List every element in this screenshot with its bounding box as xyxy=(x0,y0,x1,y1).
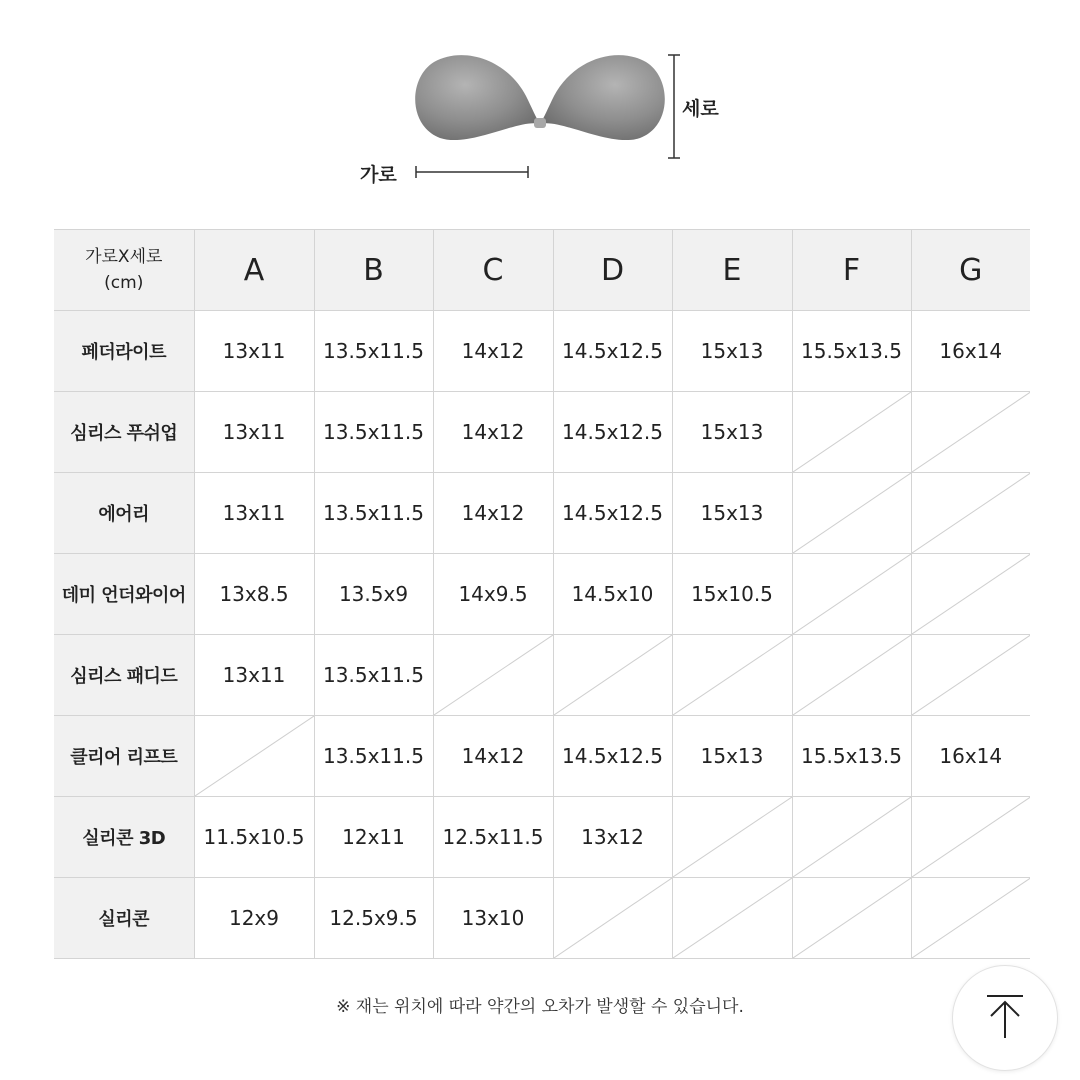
size-table xyxy=(54,229,1030,959)
column-header-b: B xyxy=(314,230,433,311)
column-header-e: E xyxy=(672,230,792,311)
empty-cell xyxy=(672,797,792,878)
size-cell: 13x12 xyxy=(553,797,672,878)
size-cell: 15.5x13.5 xyxy=(792,311,911,392)
size-cell: 15x13 xyxy=(672,392,792,473)
empty-cell xyxy=(672,878,792,959)
size-cell: 13.5x11.5 xyxy=(314,311,433,392)
size-cell: 14x9.5 xyxy=(433,554,553,635)
size-cell: 13x8.5 xyxy=(194,554,314,635)
empty-cell xyxy=(911,797,1030,878)
column-header-d: D xyxy=(553,230,672,311)
row-header: 데미 언더와이어 xyxy=(54,554,194,635)
size-cell: 13x10 xyxy=(433,878,553,959)
empty-cell xyxy=(792,635,911,716)
size-cell: 12.5x9.5 xyxy=(314,878,433,959)
row-header: 페더라이트 xyxy=(54,311,194,392)
size-cell: 14x12 xyxy=(433,473,553,554)
row-header: 에어리 xyxy=(54,473,194,554)
size-cell: 13x11 xyxy=(194,392,314,473)
empty-cell xyxy=(792,797,911,878)
table-row xyxy=(54,716,1030,797)
size-cell: 14.5x12.5 xyxy=(553,311,672,392)
size-cell: 13.5x11.5 xyxy=(314,635,433,716)
size-cell: 15x13 xyxy=(672,716,792,797)
table-row xyxy=(54,473,1030,554)
size-cell: 14.5x10 xyxy=(553,554,672,635)
arrow-up-icon xyxy=(985,994,1025,1040)
size-cell: 14x12 xyxy=(433,311,553,392)
empty-cell xyxy=(792,392,911,473)
corner-header xyxy=(54,230,194,311)
size-cell: 12.5x11.5 xyxy=(433,797,553,878)
column-header-g: G xyxy=(911,230,1030,311)
empty-cell xyxy=(911,392,1030,473)
table-row xyxy=(54,797,1030,878)
table-row xyxy=(54,392,1030,473)
scroll-to-top-button[interactable] xyxy=(952,965,1058,1071)
empty-cell xyxy=(911,878,1030,959)
empty-cell xyxy=(792,554,911,635)
empty-cell xyxy=(911,635,1030,716)
size-cell: 13.5x9 xyxy=(314,554,433,635)
size-cell: 13.5x11.5 xyxy=(314,392,433,473)
empty-cell xyxy=(553,878,672,959)
size-cell: 14.5x12.5 xyxy=(553,392,672,473)
size-cell: 13x11 xyxy=(194,635,314,716)
empty-cell xyxy=(911,473,1030,554)
size-cell: 14.5x12.5 xyxy=(553,473,672,554)
size-cell: 11.5x10.5 xyxy=(194,797,314,878)
size-cell: 16x14 xyxy=(911,311,1030,392)
row-header: 심리스 푸쉬업 xyxy=(54,392,194,473)
row-header: 클리어 리프트 xyxy=(54,716,194,797)
size-cell: 15x13 xyxy=(672,311,792,392)
width-label: 가로 xyxy=(360,164,397,186)
corner-header-label: 가로X세로 xyxy=(85,247,163,267)
column-header-a: A xyxy=(194,230,314,311)
size-cell: 14x12 xyxy=(433,392,553,473)
size-cell: 12x9 xyxy=(194,878,314,959)
size-cell: 14.5x12.5 xyxy=(553,716,672,797)
column-header-f: F xyxy=(792,230,911,311)
table-row xyxy=(54,635,1030,716)
size-cell: 15x10.5 xyxy=(672,554,792,635)
size-cell: 15.5x13.5 xyxy=(792,716,911,797)
column-header-c: C xyxy=(433,230,553,311)
size-cell: 13x11 xyxy=(194,473,314,554)
row-header: 심리스 패디드 xyxy=(54,635,194,716)
size-cell: 12x11 xyxy=(314,797,433,878)
table-row xyxy=(54,311,1030,392)
row-header: 실리콘 3D xyxy=(54,797,194,878)
table-row xyxy=(54,554,1030,635)
empty-cell xyxy=(792,473,911,554)
height-label: 세로 xyxy=(682,98,719,120)
measurement-note: ※ 재는 위치에 따라 약간의 오차가 발생할 수 있습니다. xyxy=(336,997,744,1017)
size-cell: 16x14 xyxy=(911,716,1030,797)
empty-cell xyxy=(553,635,672,716)
size-cell: 13x11 xyxy=(194,311,314,392)
corner-header-unit: (cm) xyxy=(104,273,144,293)
size-cell: 13.5x11.5 xyxy=(314,716,433,797)
empty-cell xyxy=(792,878,911,959)
nubra-illustration xyxy=(0,0,1080,210)
table-row xyxy=(54,878,1030,959)
size-cell: 15x13 xyxy=(672,473,792,554)
empty-cell xyxy=(672,635,792,716)
empty-cell xyxy=(194,716,314,797)
size-diagram xyxy=(0,0,1080,210)
size-cell: 13.5x11.5 xyxy=(314,473,433,554)
size-cell: 14x12 xyxy=(433,716,553,797)
table-header-row xyxy=(54,230,1030,311)
table-body xyxy=(54,311,1030,959)
row-header: 실리콘 xyxy=(54,878,194,959)
empty-cell xyxy=(433,635,553,716)
empty-cell xyxy=(911,554,1030,635)
